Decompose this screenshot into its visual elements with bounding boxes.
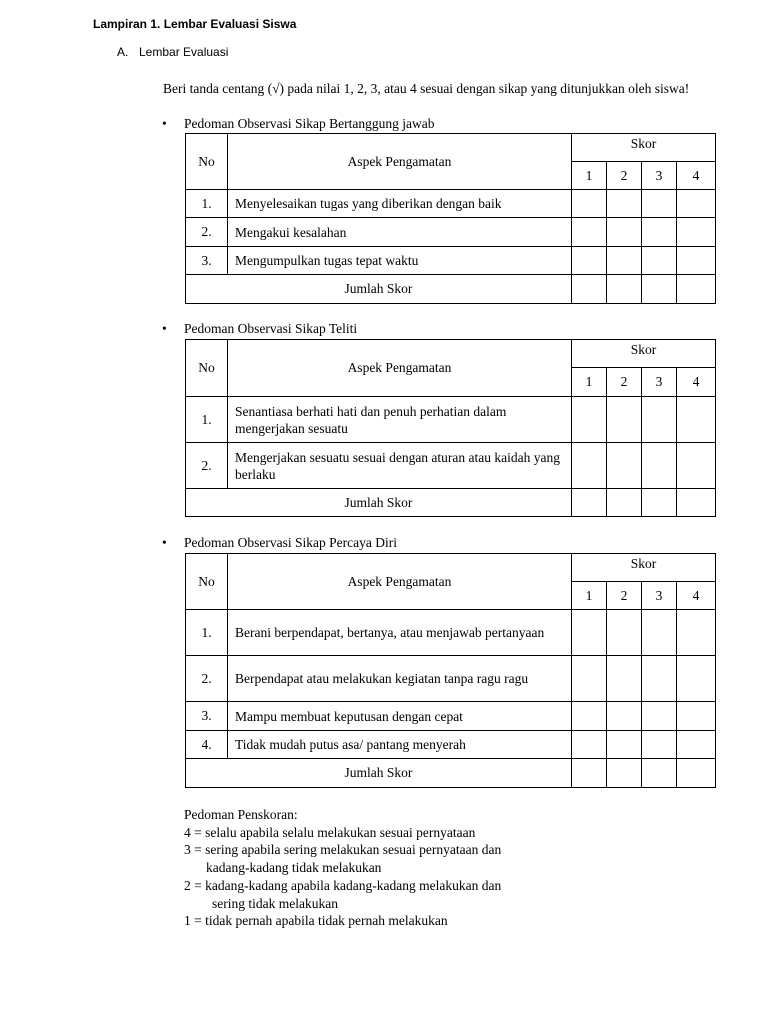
score-cell-3[interactable] xyxy=(642,247,677,275)
page-title: Lampiran 1. Lembar Evaluasi Siswa xyxy=(93,17,297,31)
col-header-score-3: 3 xyxy=(642,582,677,610)
total-cell-3[interactable] xyxy=(642,759,677,788)
table-row xyxy=(186,247,716,275)
total-row xyxy=(186,759,716,788)
table-row xyxy=(186,190,716,218)
table-row xyxy=(186,702,716,731)
col-header-score-1: 1 xyxy=(572,162,607,190)
row-number: 2. xyxy=(186,443,228,489)
score-cell-4[interactable] xyxy=(677,656,716,702)
col-header-aspect: Aspek Pengamatan xyxy=(228,134,572,190)
score-cell-2[interactable] xyxy=(607,702,642,731)
col-header-aspect: Aspek Pengamatan xyxy=(228,340,572,397)
scoring-item-3-cont: kadang-kadang tidak melakukan xyxy=(206,860,382,876)
col-header-score-4: 4 xyxy=(677,368,716,397)
total-cell-2[interactable] xyxy=(607,759,642,788)
total-label: Jumlah Skor xyxy=(186,489,572,517)
row-number: 1. xyxy=(186,190,228,218)
score-cell-1[interactable] xyxy=(572,656,607,702)
score-cell-3[interactable] xyxy=(642,443,677,489)
scoring-item-2: 2 = kadang-kadang apabila kadang-kadang melakukan dan xyxy=(184,877,502,893)
score-cell-4[interactable] xyxy=(677,247,716,275)
score-cell-1[interactable] xyxy=(572,443,607,489)
score-cell-1[interactable] xyxy=(572,610,607,656)
score-cell-2[interactable] xyxy=(607,656,642,702)
col-header-score-4: 4 xyxy=(677,162,716,190)
col-header-score-1: 1 xyxy=(572,582,607,610)
score-cell-4[interactable] xyxy=(677,731,716,759)
total-cell-3[interactable] xyxy=(642,275,677,304)
row-number: 2. xyxy=(186,218,228,247)
table-row xyxy=(186,731,716,759)
scoring-guide xyxy=(184,806,501,930)
row-aspect: Mengerjakan sesuatu sesuai dengan aturan atau kaidah yang berlaku xyxy=(228,443,572,489)
col-header-skor: Skor xyxy=(572,340,716,368)
table-row xyxy=(186,397,716,443)
bullet-icon: • xyxy=(162,535,167,550)
total-cell-3[interactable] xyxy=(642,489,677,517)
table1-heading xyxy=(162,116,434,132)
score-cell-3[interactable] xyxy=(642,656,677,702)
score-cell-3[interactable] xyxy=(642,397,677,443)
section-letter: A. xyxy=(117,45,129,59)
row-number: 4. xyxy=(186,731,228,759)
col-header-score-3: 3 xyxy=(642,162,677,190)
score-cell-4[interactable] xyxy=(677,610,716,656)
bullet-icon: • xyxy=(162,321,167,336)
row-aspect: Berpendapat atau melakukan kegiatan tanpa ragu ragu xyxy=(228,656,572,702)
score-cell-4[interactable] xyxy=(677,397,716,443)
scoring-item-2-cont: sering tidak melakukan xyxy=(212,895,338,911)
table2-heading-text: Pedoman Observasi Sikap Teliti xyxy=(184,321,358,336)
row-aspect: Mengakui kesalahan xyxy=(228,218,572,247)
total-cell-2[interactable] xyxy=(607,489,642,517)
section-label: Lembar Evaluasi xyxy=(139,45,229,59)
bullet-icon: • xyxy=(162,116,167,131)
score-cell-1[interactable] xyxy=(572,190,607,218)
total-cell-1[interactable] xyxy=(572,759,607,788)
row-number: 3. xyxy=(186,247,228,275)
score-cell-1[interactable] xyxy=(572,397,607,443)
col-header-score-2: 2 xyxy=(607,582,642,610)
row-aspect: Mengumpulkan tugas tepat waktu xyxy=(228,247,572,275)
scoring-item-4: 4 = selalu apabila selalu melakukan sesuai pernyataan xyxy=(184,824,476,840)
total-cell-1[interactable] xyxy=(572,275,607,304)
col-header-no: No xyxy=(186,554,228,610)
row-number: 1. xyxy=(186,610,228,656)
table-row xyxy=(186,656,716,702)
total-row xyxy=(186,489,716,517)
table-percaya-diri xyxy=(185,553,716,788)
table-row xyxy=(186,218,716,247)
col-header-no: No xyxy=(186,340,228,397)
score-cell-1[interactable] xyxy=(572,702,607,731)
score-cell-2[interactable] xyxy=(607,443,642,489)
total-cell-4[interactable] xyxy=(677,489,716,517)
total-row xyxy=(186,275,716,304)
instruction-text: Beri tanda centang (√) pada nilai 1, 2, 3, atau 4 sesuai dengan sikap yang ditunjukkan oleh siswa! xyxy=(163,81,690,96)
score-cell-2[interactable] xyxy=(607,397,642,443)
col-header-score-2: 2 xyxy=(607,368,642,397)
table-teliti xyxy=(185,339,716,517)
table-bertanggung-jawab xyxy=(185,133,716,304)
row-number: 3. xyxy=(186,702,228,731)
score-cell-3[interactable] xyxy=(642,702,677,731)
score-cell-2[interactable] xyxy=(607,218,642,247)
score-cell-2[interactable] xyxy=(607,610,642,656)
score-cell-2[interactable] xyxy=(607,190,642,218)
score-cell-4[interactable] xyxy=(677,190,716,218)
row-aspect: Menyelesaikan tugas yang diberikan dengan baik xyxy=(228,190,572,218)
score-cell-3[interactable] xyxy=(642,190,677,218)
row-number: 2. xyxy=(186,656,228,702)
row-aspect: Tidak mudah putus asa/ pantang menyerah xyxy=(228,731,572,759)
score-cell-1[interactable] xyxy=(572,247,607,275)
col-header-score-1: 1 xyxy=(572,368,607,397)
row-aspect: Mampu membuat keputusan dengan cepat xyxy=(228,702,572,731)
score-cell-3[interactable] xyxy=(642,218,677,247)
table-row xyxy=(186,610,716,656)
score-cell-4[interactable] xyxy=(677,702,716,731)
total-label: Jumlah Skor xyxy=(186,275,572,304)
col-header-skor: Skor xyxy=(572,134,716,162)
col-header-aspect: Aspek Pengamatan xyxy=(228,554,572,610)
score-cell-2[interactable] xyxy=(607,731,642,759)
scoring-item-1: 1 = tidak pernah apabila tidak pernah melakukan xyxy=(184,913,448,929)
scoring-title: Pedoman Penskoran: xyxy=(184,807,298,822)
row-number: 1. xyxy=(186,397,228,443)
score-cell-1[interactable] xyxy=(572,731,607,759)
row-aspect: Senantiasa berhati hati dan penuh perhatian dalam mengerjakan sesuatu xyxy=(228,397,572,443)
table-row xyxy=(186,443,716,489)
score-cell-3[interactable] xyxy=(642,731,677,759)
score-cell-4[interactable] xyxy=(677,443,716,489)
score-cell-4[interactable] xyxy=(677,218,716,247)
col-header-skor: Skor xyxy=(572,554,716,582)
table1-heading-text: Pedoman Observasi Sikap Bertanggung jawab xyxy=(184,116,435,131)
table3-heading-text: Pedoman Observasi Sikap Percaya Diri xyxy=(184,535,397,550)
section-heading xyxy=(117,45,228,59)
score-cell-1[interactable] xyxy=(572,218,607,247)
row-aspect: Berani berpendapat, bertanya, atau menjawab pertanyaan xyxy=(228,610,572,656)
total-cell-1[interactable] xyxy=(572,489,607,517)
scoring-item-3: 3 = sering apabila sering melakukan sesuai pernyataan dan xyxy=(184,842,502,858)
score-cell-2[interactable] xyxy=(607,247,642,275)
total-cell-4[interactable] xyxy=(677,275,716,304)
total-cell-4[interactable] xyxy=(677,759,716,788)
col-header-score-3: 3 xyxy=(642,368,677,397)
score-cell-3[interactable] xyxy=(642,610,677,656)
col-header-score-4: 4 xyxy=(677,582,716,610)
table3-heading xyxy=(162,535,397,551)
table2-heading xyxy=(162,321,357,337)
col-header-no: No xyxy=(186,134,228,190)
total-label: Jumlah Skor xyxy=(186,759,572,788)
total-cell-2[interactable] xyxy=(607,275,642,304)
col-header-score-2: 2 xyxy=(607,162,642,190)
